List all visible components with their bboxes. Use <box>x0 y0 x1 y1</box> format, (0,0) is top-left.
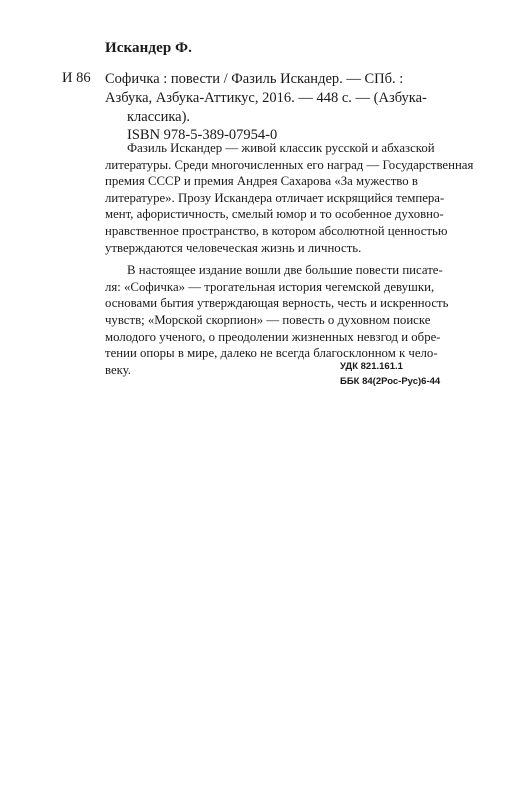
annotation-line: нравственное пространство, в котором абсолютной ценностью <box>105 223 448 238</box>
description-line: Азбука, Азбука-Аттикус, 2016. — 448 с. — (Азбука- <box>105 90 427 106</box>
annotation-line: веку. <box>105 362 131 377</box>
annotation-line: тении опоры в мире, далеко не всегда благосклонном к чело- <box>105 346 438 361</box>
description-line: классика). <box>127 109 191 125</box>
annotation-line: мент, афористичность, смелый юмор и то особенное духовно- <box>105 207 444 222</box>
classification-codes <box>340 359 440 389</box>
annotation-line: ля: «Софичка» — трогательная история чегемской девушки, <box>105 279 435 294</box>
annotation-line: литературы. Среди многочисленных его наград — Государственная <box>105 157 474 172</box>
annotation-line: утверждаются человеческая жизнь и личность. <box>105 240 362 255</box>
author-heading: Искандер Ф. <box>105 40 192 56</box>
annotation-line: основами бытия утверждающая верность, честь и искренность <box>105 296 449 311</box>
cutter-mark: И 86 <box>62 70 91 86</box>
isbn: ISBN 978-5-389-07954-0 <box>127 127 278 143</box>
description-line: Софичка : повести / Фазиль Искандер. — СПб. : <box>105 71 404 87</box>
annotation-line: литературе». Прозу Искандера отличает искрящийся темпера- <box>105 190 445 205</box>
annotation-line: молодого ученого, о преодолении жизненных невзгод и обре- <box>105 329 441 344</box>
annotation-line: В настоящее издание вошли две большие повести писате- <box>127 263 443 278</box>
udk-code: УДК 821.161.1 <box>340 361 403 372</box>
annotation-line: чувств; «Морской скорпион» — повесть о духовном поиске <box>105 312 431 327</box>
annotation-line: Фазиль Искандер — живой классик русской и абхазской <box>127 141 435 155</box>
annotation <box>105 140 474 378</box>
annotation-line: премия СССР и премия Андрея Сахарова «За мужество в <box>105 174 418 189</box>
annotation-paragraph-1 <box>105 140 474 256</box>
bbk-code: ББК 84(2Рос-Рус)6-44 <box>340 376 441 387</box>
bibliographic-description <box>105 70 455 127</box>
